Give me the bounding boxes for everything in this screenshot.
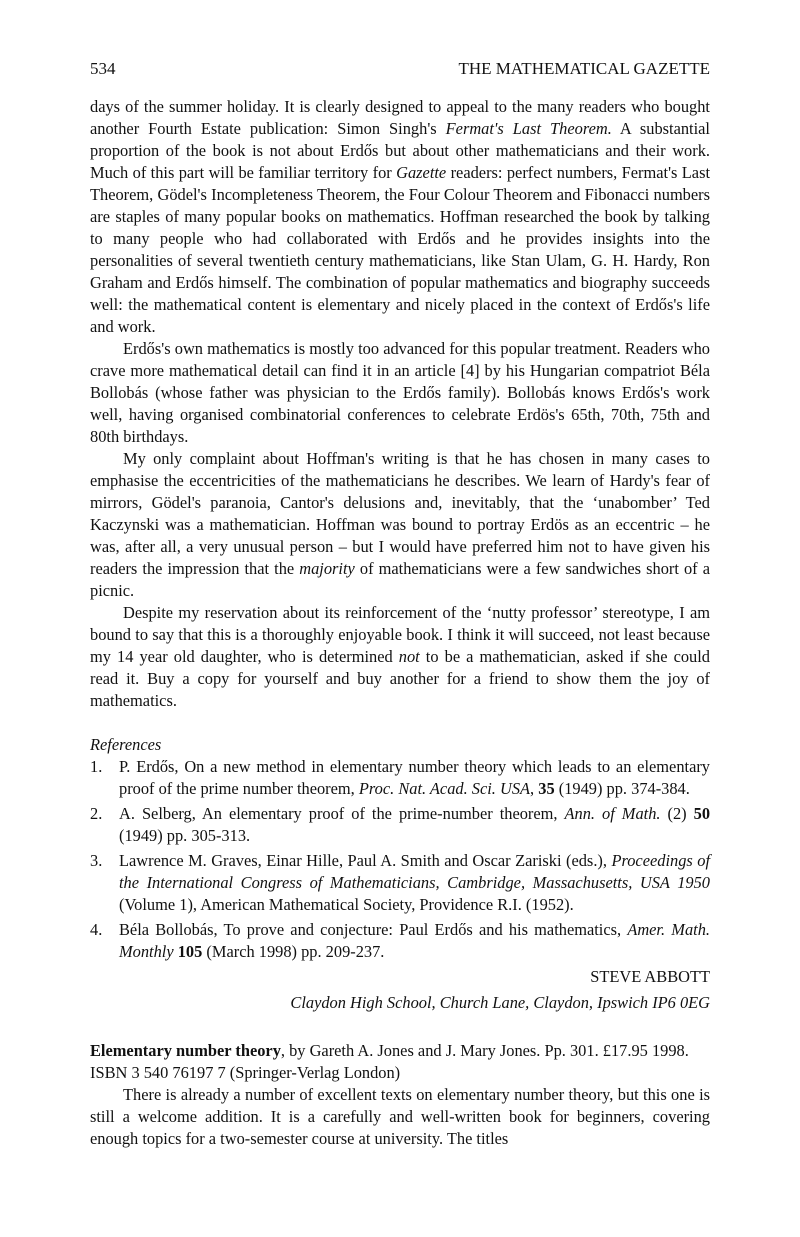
paragraph-3: My only complaint about Hoffman's writing is that he has chosen in many cases to emphasise the eccentricities of the mathematicians he describes. We learn of Hardy's fear of mirrors, Gödel's paranoia, Cantor's delusions and, inevitably, that the ‘unabomber’ Ted Kaczynski was a mathematician. Hoffman was bound to portray Erdös as an eccentric – he was, after all, a very unusual person – but I would have preferred him not to have given his readers the impression that the majority of mathematicians were a few sandwiches short of a picnic. bbox=[90, 449, 710, 600]
paragraph-1: days of the summer holiday. It is clearly designed to appeal to the many readers who bought another Fourth Estate publication: Simon Singh's Fermat's Last Theorem. A substantial proportion of the book is not about Erdős but about other mathematicians and their work. Much of this part will be familiar territory for Gazette readers: perfect numbers, Fermat's Last Theorem, Gödel's Incompleteness Theorem, the Four Colour Theorem and Fibonacci numbers are staples of many popular books on mathematics. Hoffman researched the book by talking to many people who had collaborated with Erdős and he provides insights into the personalities of several twentieth century mathematicians, like Stan Ulam, G. H. Hardy, Ron Graham and Erdős himself. The combination of popular mathematics and biography succeeds well: the mathematical content is elementary and nicely placed in the context of Erdős's life and work. bbox=[90, 97, 710, 336]
next-review-heading bbox=[90, 1040, 710, 1084]
page bbox=[90, 58, 710, 1150]
page-number: 534 bbox=[90, 59, 116, 78]
next-review-body: There is already a number of excellent texts on elementary number theory, but this one is still a welcome addition. It is a carefully and well-written book for beginners, covering enough topics for a two-semester course at university. The titles bbox=[90, 1085, 710, 1148]
reference-item: 1. P. Erdős, On a new method in elementary number theory which leads to an elementary proof of the prime number theorem, Proc. Nat. Acad. Sci. USA, 35 (1949) pp. 374-384. bbox=[90, 757, 710, 798]
running-header bbox=[90, 58, 710, 80]
references-heading: References bbox=[90, 735, 162, 754]
journal-title: THE MATHEMATICAL GAZETTE bbox=[458, 59, 710, 78]
reference-list bbox=[90, 756, 710, 963]
book-details: , by Gareth A. Jones and J. Mary Jones. Pp. 301. £17.95 1998. ISBN 3 540 76197 7 (Springer-Verlag London) bbox=[90, 1041, 689, 1082]
paragraph-2: Erdős's own mathematics is mostly too advanced for this popular treatment. Readers who crave more mathematical detail can find it in an article [4] by his Hungarian compatriot Béla Bollobás (whose father was physician to the Erdős family). Bollobás knows Erdős's work well, having organised combinatorial conferences to celebrate Erdös's 65th, 70th, 75th and 80th birthdays. bbox=[90, 339, 710, 446]
reference-item: 2. A. Selberg, An elementary proof of the prime-number theorem, Ann. of Math. (2) 50 (1949) pp. 305-313. bbox=[90, 804, 711, 845]
paragraph-4: Despite my reservation about its reinforcement of the ‘nutty professor’ stereotype, I am bound to say that this is a thoroughly enjoyable book. I think it will succeed, not least because my 14 year old daughter, who is determined not to be a mathematician, asked if she could read it. Buy a copy for yourself and buy another for a friend to show them the joy of mathematics. bbox=[90, 603, 710, 710]
reference-item: 3. Lawrence M. Graves, Einar Hille, Paul A. Smith and Oscar Zariski (eds.), Proceedings of the International Congress of Mathematicians, Cambridge, Massachusetts, USA 1950 (Volume 1), American Mathematical Society, Providence R.I. (1952). bbox=[90, 851, 710, 914]
reviewer-address: Claydon High School, Church Lane, Claydon, Ipswich IP6 0EG bbox=[290, 993, 710, 1012]
book-title: Elementary number theory bbox=[90, 1041, 281, 1060]
reviewer-name: STEVE ABBOTT bbox=[590, 967, 710, 986]
reference-item: 4. Béla Bollobás, To prove and conjecture: Paul Erdős and his mathematics, Amer. Math. Monthly 105 (March 1998) pp. 209-237. bbox=[90, 920, 710, 961]
